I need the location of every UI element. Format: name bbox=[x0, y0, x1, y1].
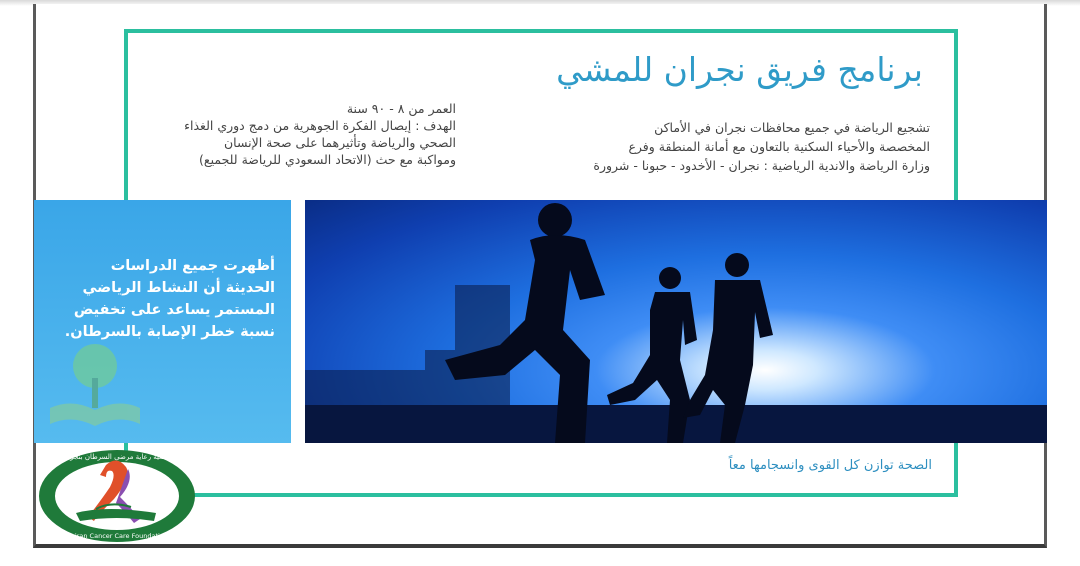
program-details-right bbox=[545, 118, 930, 175]
najran-cancer-care-logo bbox=[36, 447, 198, 545]
description-line-2: المخصصة والأحياء السكنية بالتعاون مع أمانة المنطقة وفرع bbox=[628, 139, 930, 154]
svg-text:جمعية رعاية مرضى السرطان بنجرا: جمعية رعاية مرضى السرطان بنجران bbox=[63, 453, 171, 461]
description-line-3: وزارة الرياضة والاندية الرياضية : نجران - الأخدود - حبونا - شرورة bbox=[593, 158, 930, 173]
runners-photo bbox=[305, 200, 1047, 443]
slogan-text: الصحة توازن كل القوى وانسجامها معاً bbox=[728, 458, 932, 473]
tree-book-icon bbox=[42, 338, 148, 430]
panel-line-1: أظهرت جميع الدراسات bbox=[110, 258, 275, 274]
panel-fact-text bbox=[50, 255, 275, 343]
panel-line-3: المستمر يساعد على تخفيض bbox=[73, 302, 275, 318]
panel-line-2: الحديثة أن النشاط الرياضي bbox=[82, 280, 275, 296]
program-details-left bbox=[140, 100, 456, 168]
panel-line-4: نسبة خطر الإصابة بالسرطان. bbox=[64, 324, 275, 340]
program-title: برنامج فريق نجران للمشي bbox=[556, 50, 923, 89]
goal-text-line-2: الصحي والرياضة وتأثيرهما على صحة الإنسان bbox=[223, 135, 456, 150]
age-range-text: العمر من ٨ - ٩٠ سنة bbox=[346, 101, 456, 116]
svg-text:Najran Cancer Care Foundation: Najran Cancer Care Foundation bbox=[66, 532, 168, 540]
goal-text-line-3: ومواكبة مع حث (الاتحاد السعودي للرياضة للجميع) bbox=[199, 152, 456, 167]
goal-text-line-1: الهدف : إيصال الفكرة الجوهرية من دمج دوري الغذاء bbox=[184, 118, 456, 133]
description-line-1: تشجيع الرياضة في جميع محافظات نجران في الأماكن bbox=[654, 120, 930, 135]
